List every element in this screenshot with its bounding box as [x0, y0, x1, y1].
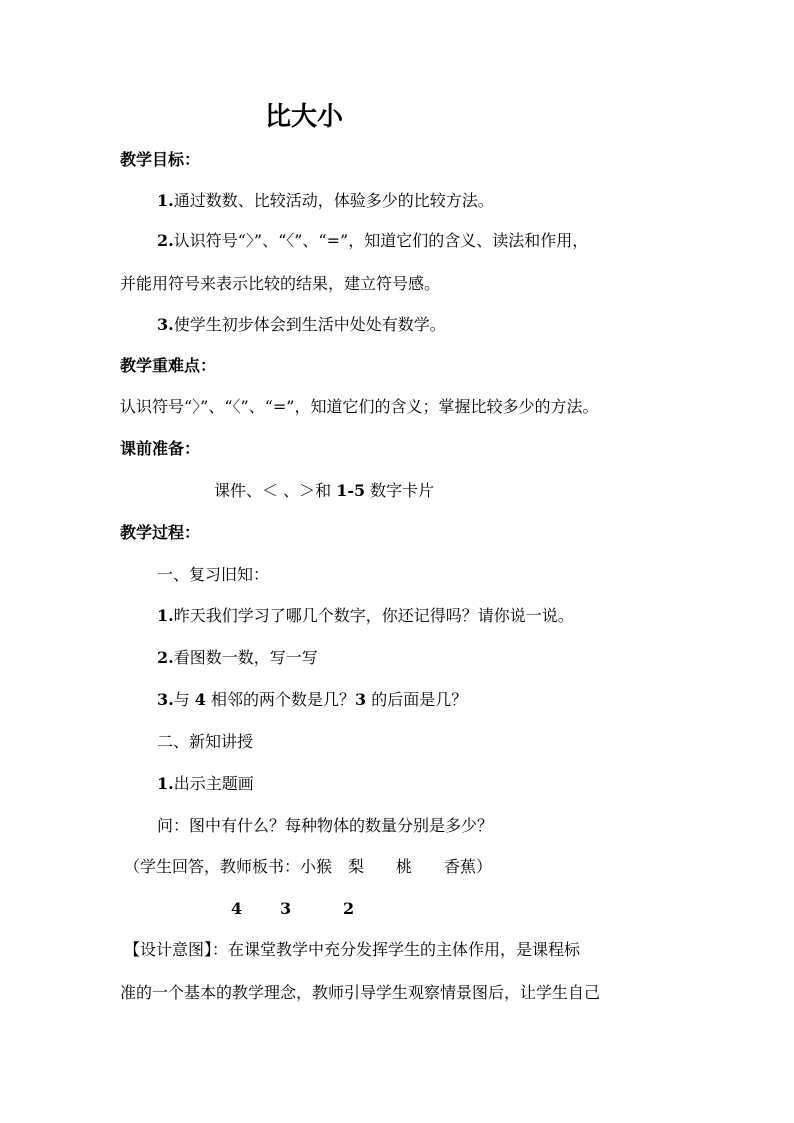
review-2-text: 看图数一数，写一写: [173, 648, 318, 667]
review-3-text-a: 与: [173, 690, 195, 709]
design-intent-label: 【设计意图】：: [124, 940, 229, 959]
preparation-text-c: 数字卡片: [365, 481, 435, 500]
preparation-text: [214, 481, 434, 501]
process-heading: 教学过程：: [120, 523, 201, 542]
preparation-range: 1-5: [336, 481, 366, 500]
goal-2-text: 认识符号“〉”、“〈”、“=”，知道它们的含义、读法和作用，: [173, 231, 589, 250]
goal-1: [157, 191, 494, 211]
review-3-text-b: 相邻的两个数是几？: [205, 690, 356, 709]
goals-heading: 教学目标：: [120, 150, 201, 169]
page-title: 比大小: [265, 102, 344, 132]
review-3-number-3: 3: [355, 690, 367, 709]
goal-3-number: 3.: [157, 315, 174, 334]
new-1-number: 1.: [157, 774, 174, 793]
design-intent-line-2: 准的一个基本的教学理念，教师引导学生观察情景图后，让学生自己: [120, 983, 601, 1002]
design-intent-line-1: [124, 940, 580, 960]
preparation-heading: 课前准备：: [120, 439, 201, 458]
answer-text: （学生回答，教师板书：小猴 梨 桃 香蕉）: [124, 857, 493, 876]
count-peach: 2: [343, 899, 355, 918]
question-text: 问：图中有什么？每种物体的数量分别是多少？: [157, 816, 494, 835]
goal-1-text: 通过数数、比较活动，体验多少的比较方法。: [173, 191, 494, 210]
review-1-text: 昨天我们学习了哪几个数字，你还记得吗？请你说一说。: [173, 606, 574, 625]
key-points-heading: 教学重难点：: [120, 356, 217, 375]
goal-3: [157, 315, 446, 335]
review-item-3: [157, 690, 467, 710]
review-3-number: 3.: [157, 690, 174, 709]
review-3-text-c: 的后面是几？: [366, 690, 468, 709]
count-monkey: 4: [231, 899, 243, 918]
preparation-text-a: 课件、＜ 、＞和: [214, 481, 337, 500]
design-intent-text-1: 在课堂教学中充分发挥学生的主体作用，是课程标: [228, 940, 581, 959]
key-points-text: 认识符号“〉”、“〈”、“=”，知道它们的含义；掌握比较多少的方法。: [120, 397, 599, 416]
review-item-1: [157, 606, 574, 626]
new-knowledge-heading: 二、新知讲授: [157, 732, 254, 751]
review-3-number-4: 4: [194, 690, 206, 709]
review-item-2: [157, 648, 318, 668]
new-item-1: [157, 774, 254, 794]
goal-2-continuation: 并能用符号来表示比较的结果，建立符号感。: [120, 274, 441, 293]
review-1-number: 1.: [157, 606, 174, 625]
review-heading: 一、复习旧知：: [157, 565, 270, 584]
goal-2-number: 2.: [157, 231, 174, 250]
new-1-text: 出示主题画: [173, 774, 254, 793]
goal-2: [157, 231, 588, 251]
goal-3-text: 使学生初步体会到生活中处处有数学。: [173, 315, 446, 334]
review-2-number: 2.: [157, 648, 174, 667]
count-pear: 3: [280, 899, 292, 918]
goal-1-number: 1.: [157, 191, 174, 210]
